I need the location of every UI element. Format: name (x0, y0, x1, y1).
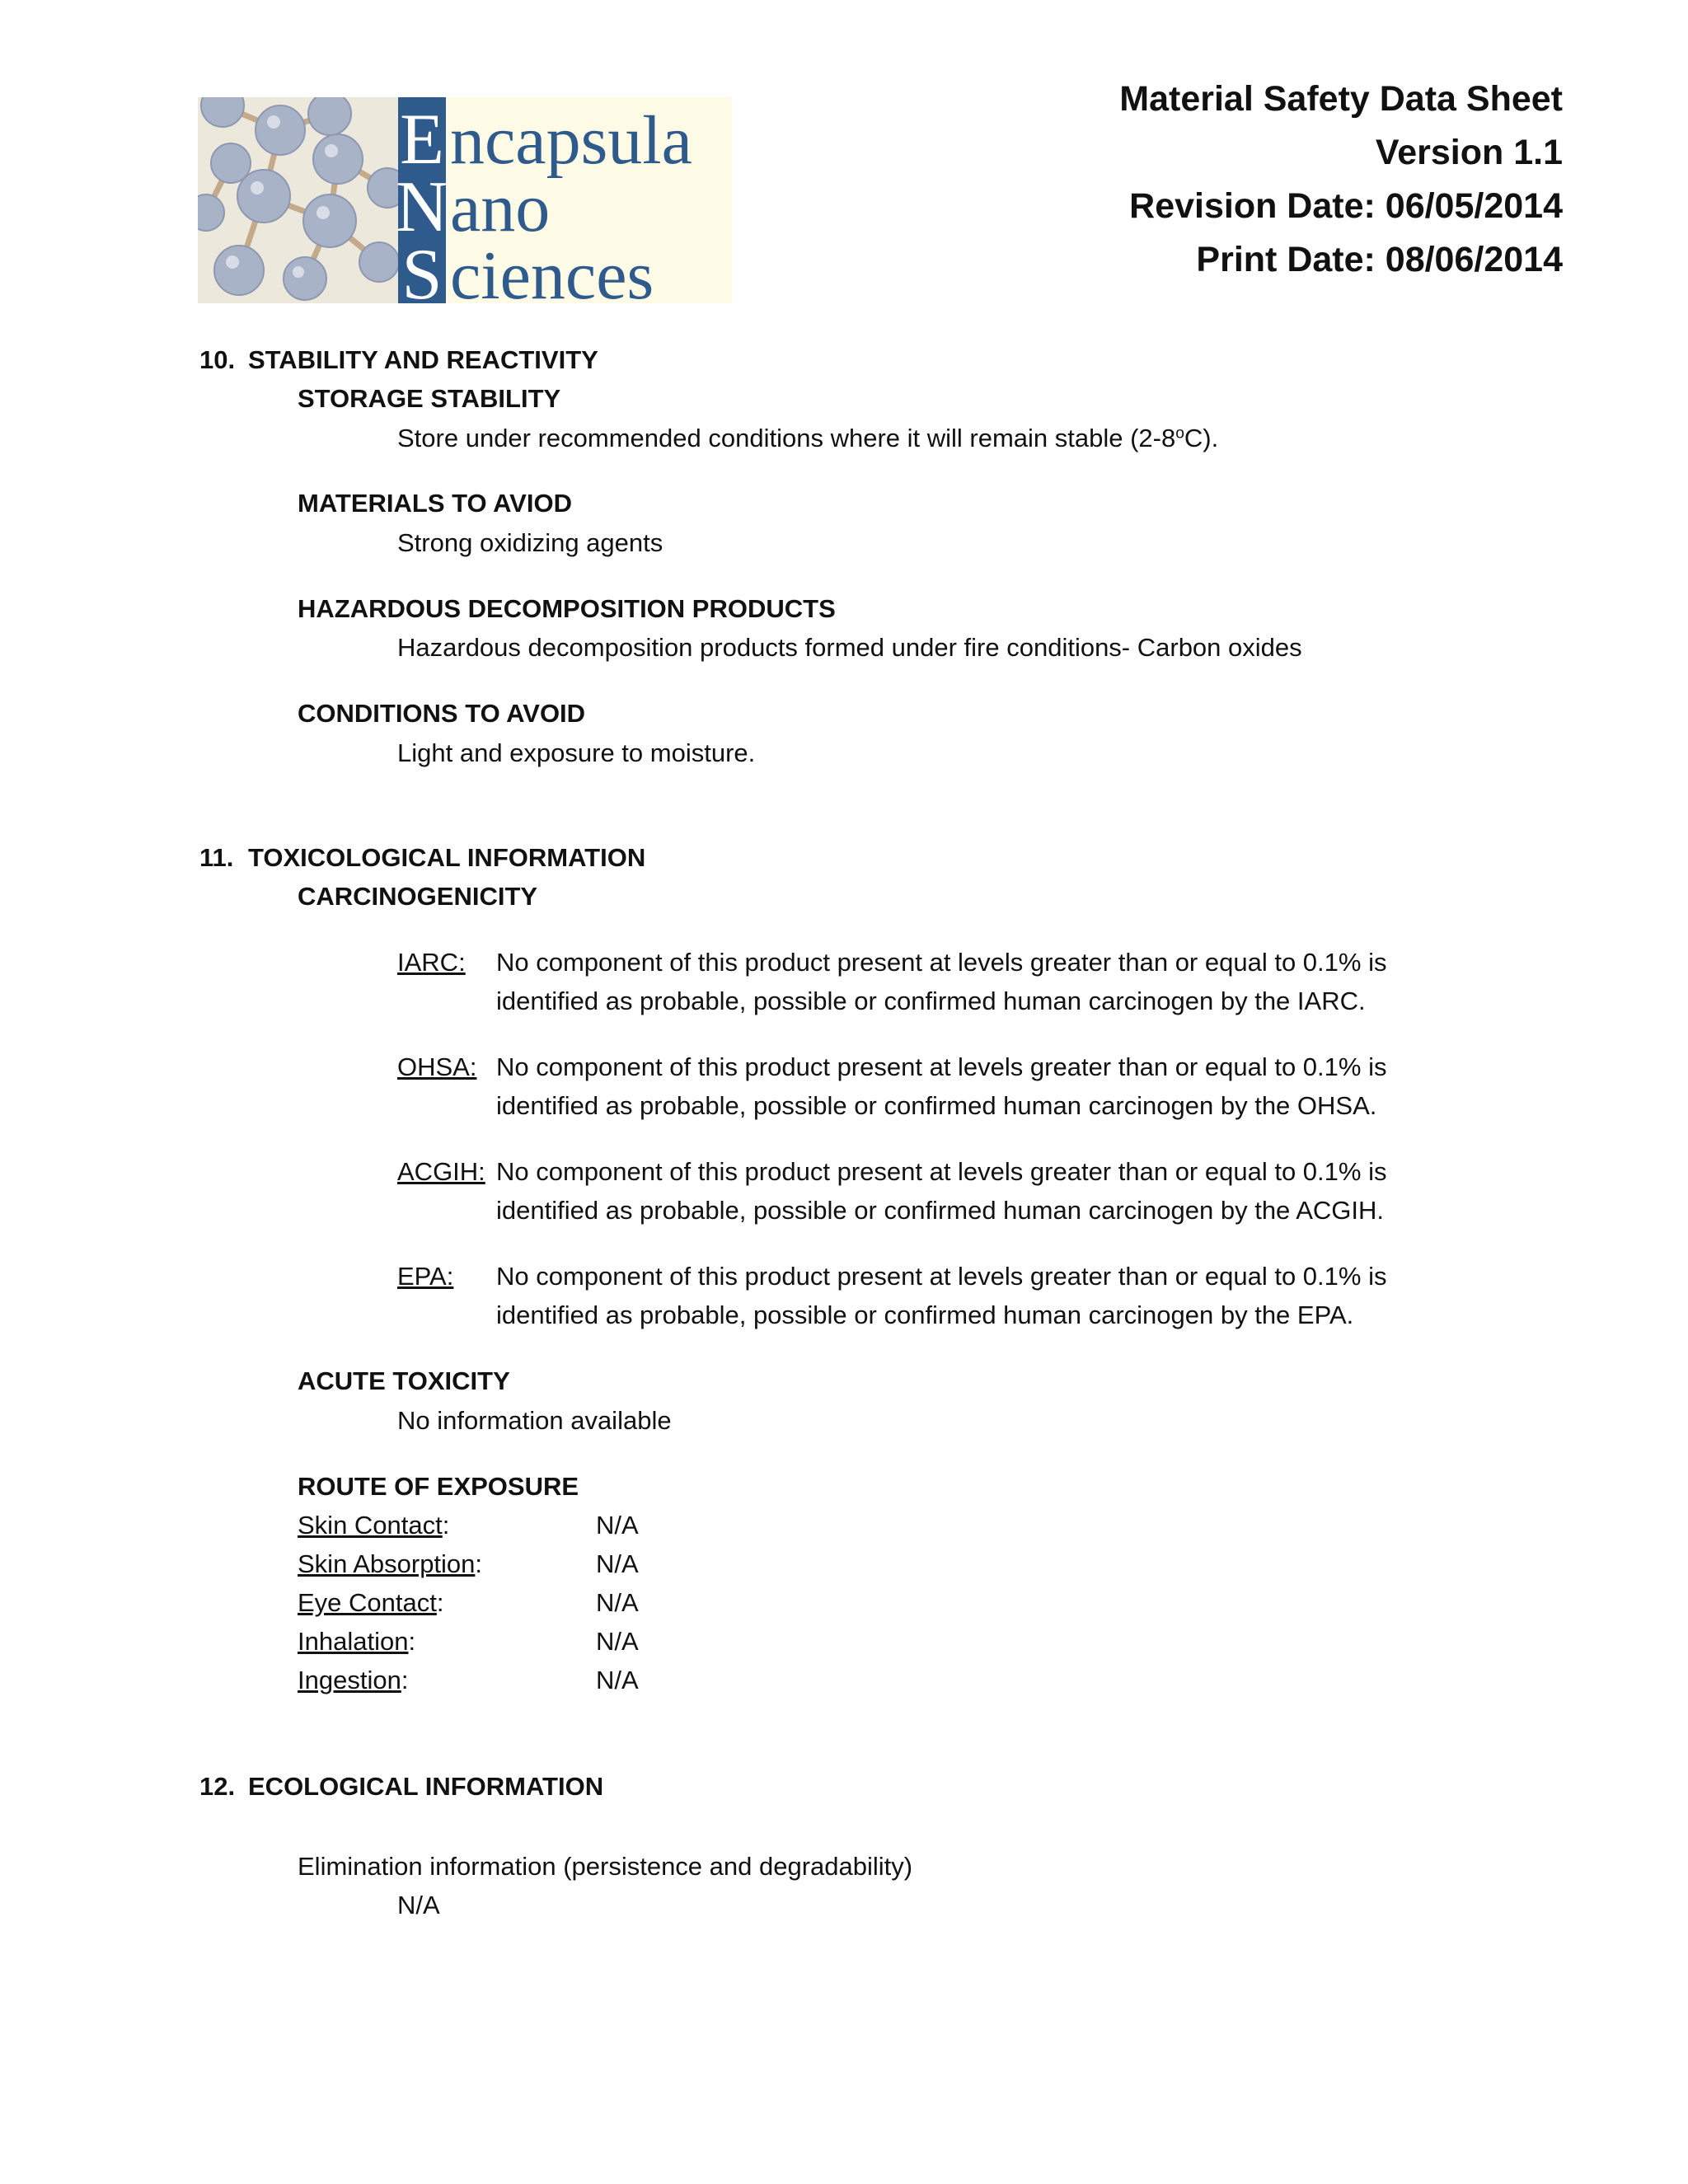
exposure-label-skin-absorption: Skin Absorption: (298, 1549, 483, 1578)
logo-graphic (198, 97, 732, 303)
revision-date: Revision Date: 06/05/2014 (1129, 186, 1563, 226)
carcinogen-label-iarc: IARC: (397, 948, 466, 977)
exposure-label-eye-contact: Eye Contact: (298, 1588, 444, 1617)
section-12-title: ECOLOGICAL INFORMATION (248, 1772, 604, 1801)
logo-word-nano: ano (450, 170, 551, 246)
logo-initial-n: N (396, 167, 448, 247)
elimination-heading: Elimination information (persistence and degradability) (298, 1852, 913, 1881)
carcinogen-text-acgih-line2: identified as probable, possible or confirmed human carcinogen by the ACGIH. (496, 1196, 1384, 1225)
carcinogen-label-acgih: ACGIH: (397, 1157, 485, 1186)
section-10-number: 10. (199, 345, 236, 374)
section-12-number: 12. (199, 1772, 236, 1801)
carcinogen-text-ohsa-line2: identified as probable, possible or confirmed human carcinogen by the OHSA. (496, 1091, 1377, 1120)
initials-column (396, 97, 448, 303)
acute-toxicity-text: No information available (397, 1406, 672, 1435)
conditions-to-avoid-heading: CONDITIONS TO AVOID (298, 699, 586, 728)
acute-toxicity-heading: ACUTE TOXICITY (298, 1366, 510, 1395)
exposure-value-ingestion: N/A (596, 1666, 639, 1694)
elimination-text: N/A (397, 1891, 440, 1919)
molecule-icon (198, 97, 407, 303)
storage-stability-text: Store under recommended conditions where it will remain stable (2-8$^o$C). (397, 424, 1219, 452)
carcinogen-text-epa-line1: No component of this product present at levels greater than or equal to 0.1% is (496, 1262, 1387, 1291)
carcinogenicity-heading: CARCINOGENICITY (298, 882, 538, 911)
exposure-value-skin-absorption: N/A (596, 1549, 639, 1578)
materials-to-avoid-text: Strong oxidizing agents (397, 528, 663, 557)
materials-to-avoid-heading: MATERIALS TO AVIOD (298, 489, 572, 518)
exposure-value-eye-contact: N/A (596, 1588, 639, 1617)
logo-word-encapsula: ncapsula (450, 102, 692, 179)
document-header (1119, 73, 1563, 287)
section-11-number: 11. (199, 843, 234, 872)
print-date: Print Date: 08/06/2014 (1196, 240, 1563, 279)
section-11-title: TOXICOLOGICAL INFORMATION (248, 843, 646, 872)
carcinogen-label-epa: EPA: (397, 1262, 454, 1291)
carcinogen-text-ohsa-line1: No component of this product present at levels greater than or equal to 0.1% is (496, 1052, 1387, 1081)
document-version: Version 1.1 (1375, 133, 1563, 172)
company-logo (198, 97, 732, 303)
route-of-exposure-heading: ROUTE OF EXPOSURE (298, 1472, 579, 1501)
hazardous-decomposition-text: Hazardous decomposition products formed under fire conditions- Carbon oxides (397, 633, 1302, 662)
section-10-title: STABILITY AND REACTIVITY (248, 345, 598, 374)
carcinogen-text-epa-line2: identified as probable, possible or confirmed human carcinogen by the EPA. (496, 1301, 1354, 1329)
hazardous-decomposition-heading: HAZARDOUS DECOMPOSITION PRODUCTS (298, 594, 836, 623)
logo-initial-s: S (401, 235, 443, 303)
exposure-value-inhalation: N/A (596, 1627, 639, 1656)
logo-word-sciences: ciences (450, 237, 654, 303)
carcinogen-text-acgih-line1: No component of this product present at levels greater than or equal to 0.1% is (496, 1157, 1387, 1186)
exposure-label-inhalation: Inhalation: (298, 1627, 416, 1656)
exposure-label-ingestion: Ingestion: (298, 1666, 409, 1694)
conditions-to-avoid-text: Light and exposure to moisture. (397, 738, 756, 767)
exposure-value-skin-contact: N/A (596, 1511, 639, 1540)
logo-initial-e: E (400, 100, 444, 180)
carcinogen-text-iarc-line2: identified as probable, possible or confirmed human carcinogen by the IARC. (496, 987, 1366, 1015)
storage-stability-heading: STORAGE STABILITY (298, 384, 561, 413)
exposure-label-skin-contact: Skin Contact: (298, 1511, 450, 1540)
carcinogen-label-ohsa: OHSA: (397, 1052, 477, 1081)
carcinogen-text-iarc-line1: No component of this product present at levels greater than or equal to 0.1% is (496, 948, 1387, 977)
document-title: Material Safety Data Sheet (1119, 79, 1563, 119)
